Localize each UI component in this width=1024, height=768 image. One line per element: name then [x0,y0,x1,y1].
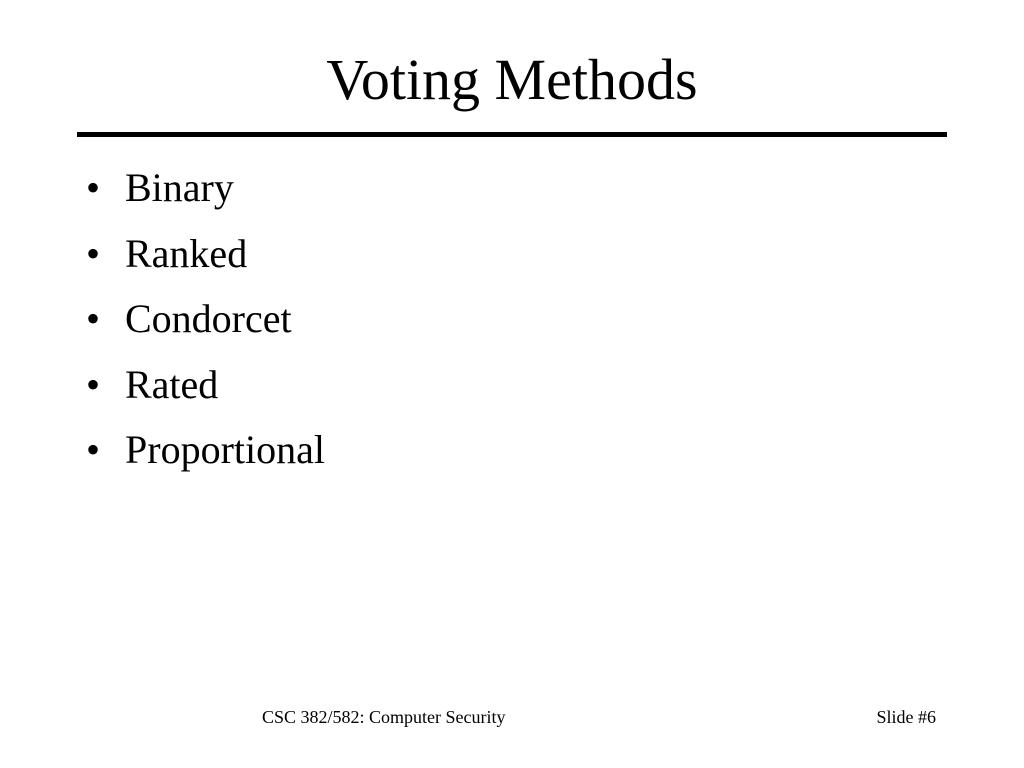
footer-slide-number: Slide #6 [876,707,936,727]
list-item [86,361,325,427]
list-item [86,426,325,492]
list-item-text: Binary [125,165,234,210]
list-item [86,230,325,296]
list-item-text: Ranked [125,230,248,276]
bullet-icon: • [86,361,101,407]
slide-title: Voting Methods [326,47,698,112]
bullet-icon: • [86,296,101,341]
bullet-icon: • [86,165,101,210]
list-item [86,164,325,230]
list-item-text: Rated [125,361,219,407]
bullet-icon: • [86,427,101,472]
list-item-text: Proportional [125,427,325,472]
bullet-list [86,164,325,492]
title-divider [77,132,947,137]
footer-course: CSC 382/582: Computer Security [262,707,506,727]
list-item [86,295,325,361]
bullet-icon: • [86,230,101,276]
list-item-text: Condorcet [125,296,292,341]
